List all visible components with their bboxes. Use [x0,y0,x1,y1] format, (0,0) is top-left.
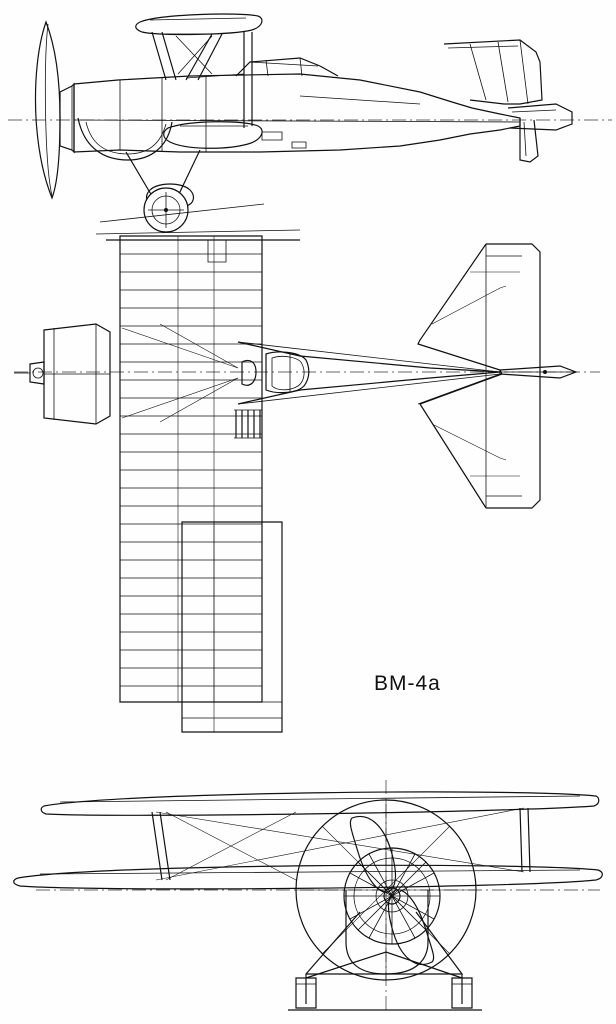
aileron-plan [182,522,282,732]
engine-block-plan [14,324,110,424]
plan-view [0,232,616,762]
step-detail [262,132,282,140]
upper-wing-side [136,14,262,34]
rudder-plan [500,366,576,378]
engine-cylinder-fairing [78,118,172,160]
undercarriage-front [288,912,482,1010]
side-view-svg [0,0,616,240]
fuselage-outline [74,74,520,152]
lower-wing-side [164,122,262,149]
fuselage-stringer [300,96,420,104]
strut-lines-plan [122,324,238,422]
front-view-svg [0,762,616,1024]
cockpit [236,58,338,76]
engine-cowling [60,84,74,152]
fuselage-plan [238,342,500,404]
tail-assembly [444,40,572,162]
upper-wing-front [41,792,599,815]
wing-plan [120,236,262,702]
upper-wing-edge-plan [106,240,300,262]
top-view-svg [0,232,616,762]
main-wheel [144,188,188,232]
wing-struts [152,32,252,128]
drawing-caption: BM-4a [374,672,441,695]
lower-wing-front [14,865,603,889]
side-elevation-view [0,0,616,240]
front-elevation-view [0,762,616,1024]
propeller [35,22,60,198]
access-panel [292,142,306,148]
